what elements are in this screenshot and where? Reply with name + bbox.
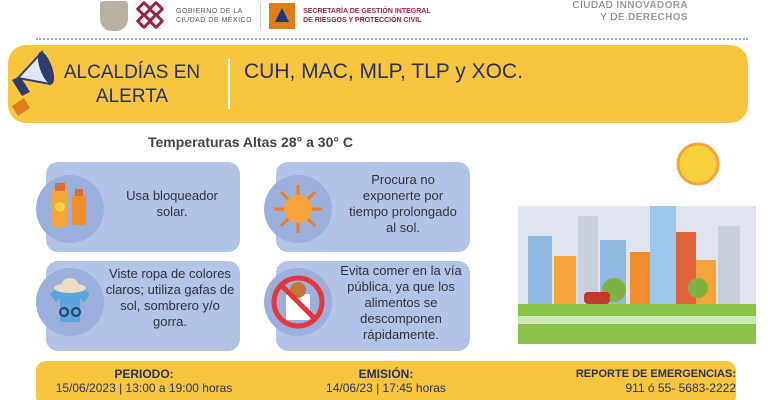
sgirpc-line-1: SECRETARÍA DE GESTIÓN INTEGRAL bbox=[303, 8, 431, 15]
info-footer bbox=[36, 361, 736, 400]
slogan-1b: INNOVADORA bbox=[616, 0, 688, 11]
period-block bbox=[44, 367, 244, 395]
emergency-number: 911 ó 55- 5683-2222 bbox=[625, 381, 736, 395]
alert-label-line-2: ALERTA bbox=[95, 86, 169, 107]
government-name bbox=[176, 7, 252, 25]
slogan-2a: Y DE bbox=[600, 12, 629, 23]
emission-value: 14/06/23 | 17:45 horas bbox=[326, 381, 446, 395]
tip-text: Procura no exponerte por tiempo prolongado al sol. bbox=[349, 172, 457, 235]
megaphone-icon bbox=[8, 36, 58, 116]
emission-label: EMISIÓN: bbox=[358, 367, 414, 381]
slogan-2b: DERECHOS bbox=[628, 12, 688, 23]
period-value: 15/06/2023 | 13:00 a 19:00 horas bbox=[55, 381, 233, 395]
emergency-label: REPORTE DE EMERGENCIAS: bbox=[575, 368, 736, 380]
header-logos bbox=[100, 0, 480, 32]
sunscreen-icon bbox=[36, 175, 104, 243]
tip-text: Evita comer en la vía pública, ya que los alimentos se descomponen rápidamente. bbox=[340, 263, 462, 342]
civil-protection-logo-icon bbox=[269, 3, 295, 29]
secretariat-name bbox=[303, 7, 431, 25]
city-slogan bbox=[572, 0, 688, 24]
slogan-1a: CIUDAD bbox=[572, 0, 617, 11]
city-skyline-illustration bbox=[518, 140, 756, 345]
alert-banner bbox=[8, 45, 748, 123]
emission-block bbox=[306, 367, 466, 395]
cdmx-logo-icon bbox=[136, 1, 168, 31]
no-food-icon bbox=[264, 268, 332, 336]
sun-icon bbox=[264, 175, 332, 243]
alert-label-line-1: ALCALDÍAS EN bbox=[63, 62, 201, 83]
header-divider bbox=[36, 38, 748, 40]
period-label: PERIODO: bbox=[114, 367, 174, 381]
logo-divider bbox=[260, 3, 261, 29]
alcaldias-list: CUH, MAC, MLP, TLP y XOC. bbox=[244, 60, 523, 83]
alert-label bbox=[52, 61, 212, 109]
sgirpc-line-2: DE RIESGOS Y PROTECCIÓN CIVIL bbox=[303, 17, 422, 24]
clothing-icon bbox=[36, 268, 104, 336]
tip-text: Usa bloqueador solar. bbox=[126, 188, 218, 219]
temperature-range: Temperaturas Altas 28° a 30° C bbox=[148, 134, 353, 150]
coat-of-arms-icon bbox=[100, 1, 128, 31]
banner-divider bbox=[228, 59, 230, 109]
tip-text: Viste ropa de colores claros; utiliza gafas de sol, sombrero y/o gorra. bbox=[105, 266, 235, 329]
emergency-block bbox=[566, 367, 736, 395]
gov-line-2: CIUDAD DE MÉXICO bbox=[176, 17, 253, 24]
gov-line-1: GOBIERNO DE LA bbox=[176, 8, 243, 15]
